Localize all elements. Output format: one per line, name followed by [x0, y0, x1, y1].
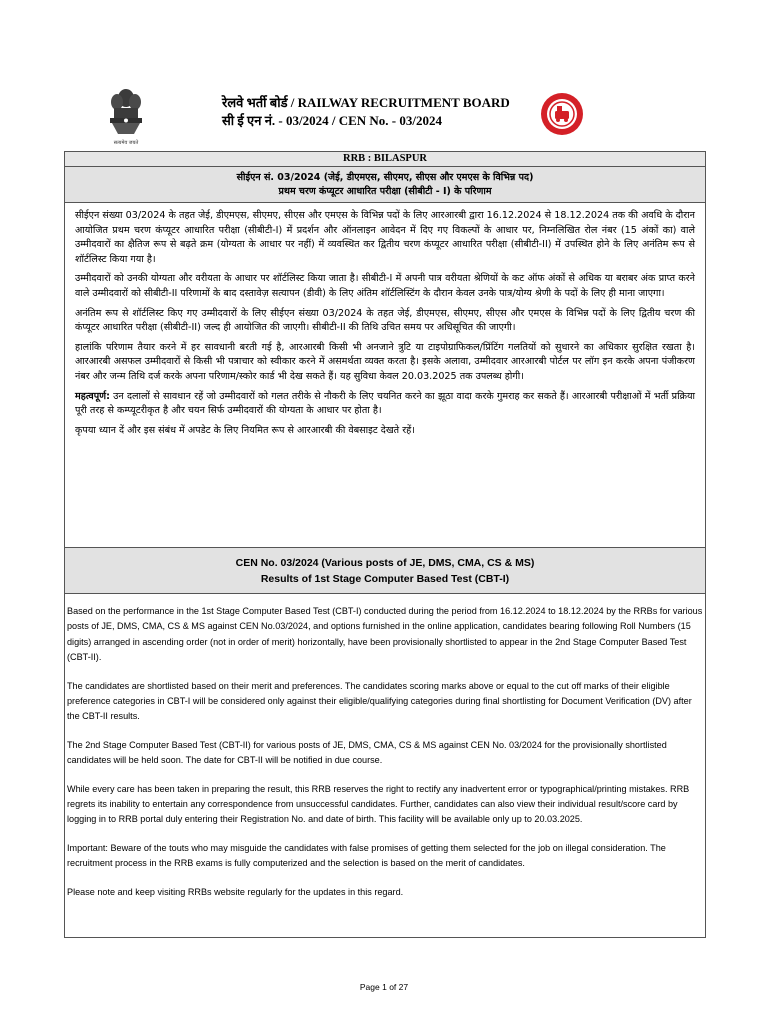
english-paragraph-4: While every care has been taken in preparing the result, this RRB reserves the right to rectify any inadvertent error or typographical/printing mistakes. RRB regrets its inability to entertain any correspondence from unsuccessful candidates. Further, candidates can also view their individual result/score card by logging in to RRB portal duly entering their Registration No. and date of birth. This facility will be available only up to 20.03.2025.: [67, 783, 690, 825]
hindi-important-paragraph: [75, 390, 695, 419]
hindi-important-label: महत्वपूर्ण:: [75, 390, 110, 402]
english-heading-band: [65, 548, 705, 594]
english-paragraph-3: The 2nd Stage Computer Based Test (CBT-II) for various posts of JE, DMS, CMA, CS & MS against CEN No. 03/2024 for the provisionally shortlisted candidates will be held soon. The date for CBT-II will be notified in due course.: [67, 739, 667, 766]
page-number: Page 1 of 27: [359, 982, 409, 992]
hindi-paragraph-3: अनंतिम रूप से शॉर्टलिस्ट किए गए उम्मीदवारों के लिए सीईएन संख्या 03/2024 के तहत जेई, डीएमएस, सीएमए, सीएस और एमएस के विभिन्न पदों के लिए द्वितीय चरण की कंप्यूटर आधारित परीक्षा (सीबीटी-II) जल्द ही आयोजित की जाएगी। सीबीटी-II की तिथि उचित समय पर अधिसूचित की जाएगी।: [75, 307, 695, 334]
english-closing-paragraph: Please note and keep visiting RRBs website regularly for the updates in this regard.: [67, 886, 404, 897]
rrb-name-band: RRB : BILASPUR: [65, 152, 705, 167]
national-emblem-icon: [104, 86, 148, 148]
english-heading-line2: Results of 1st Stage Computer Based Test (CBT-I): [260, 573, 510, 585]
header-title: [222, 94, 542, 130]
english-notice-section: [64, 548, 706, 938]
english-body: [65, 594, 705, 900]
english-heading-line1: CEN No. 03/2024 (Various posts of JE, DMS, CMA, CS & MS): [235, 557, 535, 569]
english-paragraph-1: Based on the performance in the 1st Stage Computer Based Test (CBT-I) conducted during the period from 16.12.2024 to 18.12.2024 by the RRBs for various posts of JE, DMS, CMA, CS & MS against CEN No.03/2024, and options furnished in the online application, candidates bearing following Roll Numbers (15 digits) arranged in ascending order (not in order of merit) horizontally, have been provisionally shortlisted to appear in the 2nd Stage Computer Based Test (CBT-II).: [67, 606, 703, 663]
emblem-motto: सत्यमेव जयते: [113, 140, 139, 146]
english-important-paragraph: Important: Beware of the touts who may misguide the candidates with false promises of getting them selected for the job on illegal consideration. The recruitment process in the RRB exams is fully computerized and the selection is based on the merit of candidates.: [67, 842, 666, 869]
hindi-closing-paragraph: कृपया ध्यान दें और इस संबंध में अपडेट के लिए नियमित रूप से आरआरबी की वेबसाइट देखते रहें।: [75, 424, 415, 436]
header-title-line2: सी ई एन नं. - 03/2024 / CEN No. - 03/2024: [222, 113, 442, 128]
hindi-body: [65, 203, 705, 438]
hindi-paragraph-2: उम्मीदवारों को उनकी योग्यता और वरीयता के आधार पर शॉर्टलिस्ट किया जाता है। सीबीटी-I में अपनी पात्र वरीयता श्रेणियों के कट ऑफ अंकों से अधिक या बराबर अंक प्राप्त करने वाले उम्मीदवारों को सीबीटी-II परिणामों के बाद दस्तावेज़ सत्यापन (डीवी) के लिए अंतिम शॉर्टलिस्टिंग के दौरान केवल उनके पात्र/योग्य श्रेणी के पदों के लिए ही माना जाएगा।: [75, 273, 695, 299]
hindi-important-text: उन दलालों से सावधान रहें जो उम्मीदवारों को गलत तरीके से नौकरी के लिए चयनित करने का झूठा वादा करके गुमराह कर सकते हैं। आरआरबी परीक्षाओं में भर्ती प्रक्रिया पूरी तरह से कम्प्यूटरीकृत है और चयन सिर्फ उम्मीदवारों की योग्यता के आधार पर होता है।: [75, 390, 695, 417]
hindi-paragraph-1: सीईएन संख्या 03/2024 के तहत जेई, डीएमएस, सीएमए, सीएस और एमएस के विभिन्न पदों के लिए आरआरबी द्वारा 16.12.2024 से 18.12.2024 तक की अवधि के दौरान आयोजित प्रथम चरण कंप्यूटर आधारित परीक्षा (सीबीटी-I) में प्रदर्शन और ऑनलाइन आवेदन में दिए गए विकल्पों के आधार पर, निम्नलिखित रोल नंबर (15 अंकों का) वाले उम्मीदवारों का क्षैतिज रूप से बढ़ते क्रम (योग्यता के आधार पर नहीं) में व्यवस्थित कर द्वितीय चरण कंप्यूटर आधारित परीक्षा (सीबीटी-II) में उपस्थित होने के लिए अनंतिम रूप से शॉर्टलिस्ट किया गया है।: [75, 210, 695, 265]
hindi-heading-band: [65, 167, 705, 203]
english-paragraph-2: The candidates are shortlisted based on their merit and preferences. The candidates scoring marks above or equal to the cut off marks of their eligible preference categories in CBT-I will be considered only against their eligible/qualifying categories during final shortlisting for Document Verification (DV) after the CBT-II results.: [67, 680, 692, 722]
hindi-heading-line2: प्रथम चरण कंप्यूटर आधारित परीक्षा (सीबीटी - I) के परिणाम: [278, 186, 492, 197]
header-title-line1: रेलवे भर्ती बोर्ड / RAILWAY RECRUITMENT BOARD: [222, 95, 510, 110]
hindi-heading-line1: सीईएन सं. 03/2024 (जेई, डीएमएस, सीएमए, सीएस और एमएस के विभिन्न पद): [236, 172, 534, 183]
indian-railways-logo-icon: [540, 92, 584, 136]
hindi-paragraph-4: हालांकि परिणाम तैयार करने में हर सावधानी बरती गई है, आरआरबी किसी भी अनजाने त्रुटि या टाइपोग्राफिकल/प्रिंटिंग गलतियों को सुधारने का अधिकार सुरक्षित रखता है। आरआरबी असफल उम्मीदवारों से किसी भी पत्राचार को स्वीकार करने में असमर्थता व्यक्त करता है। इसके अलावा, उम्मीदवार आरआरबी पोर्टल पर लॉग इन करके अपना पंजीकरण नंबर और जन्म तिथि दर्ज करके अपना परिणाम/स्कोर कार्ड भी देख सकते हैं। यह सुविधा केवल 20.03.2025 तक उपलब्ध होगी।: [75, 341, 695, 382]
hindi-notice-section: [64, 151, 706, 548]
